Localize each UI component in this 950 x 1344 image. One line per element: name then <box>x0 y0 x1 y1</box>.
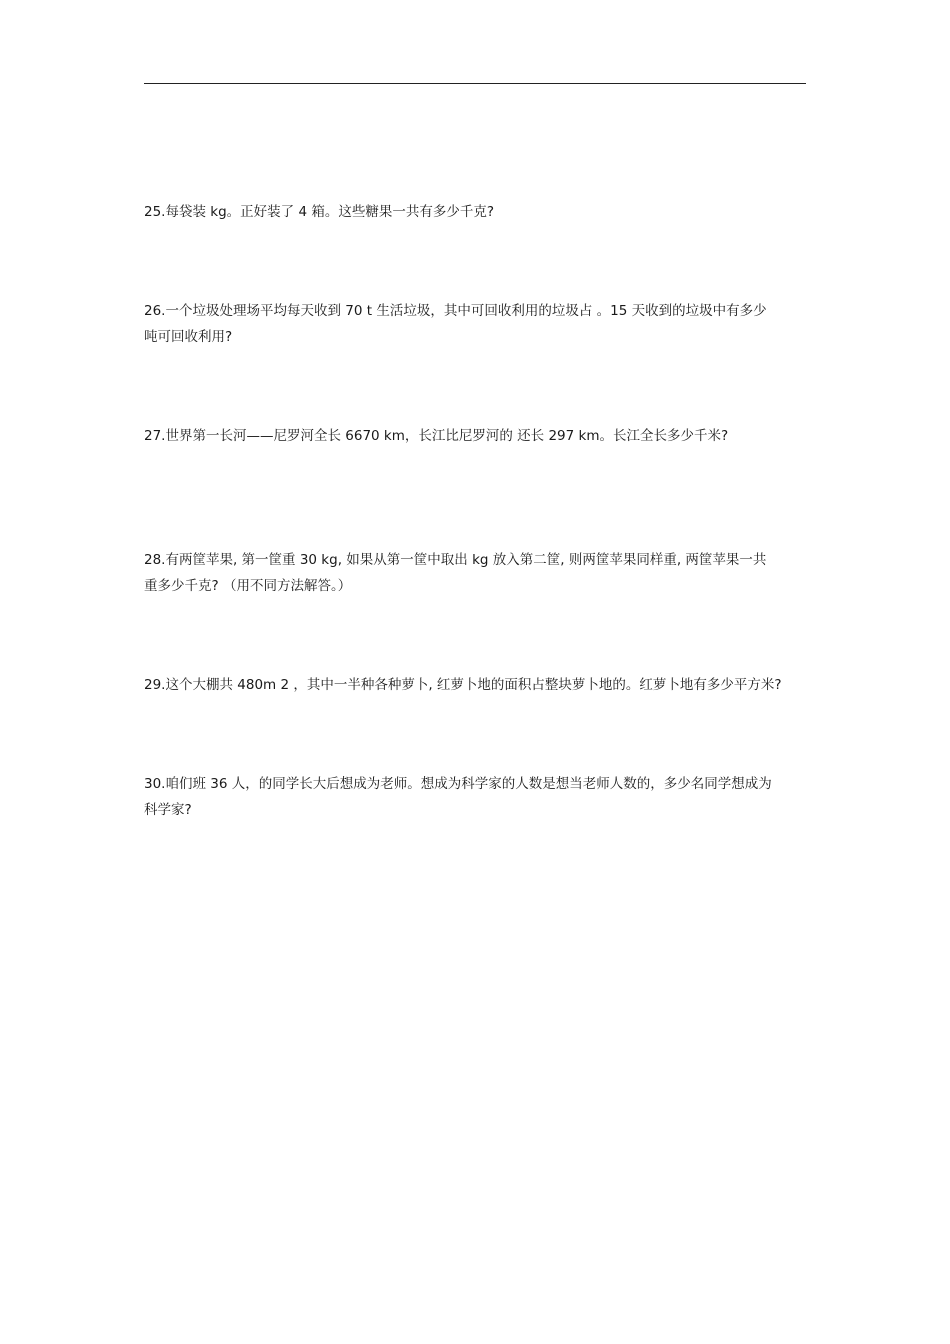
question-30-line-2: 科学家? <box>144 802 192 818</box>
question-28-line-2: 重多少千克? （用不同方法解答。） <box>144 578 352 594</box>
question-28-line-1: 28.有两筐苹果, 第一筐重 30 kg, 如果从第一筐中取出 kg 放入第二筐, 则两筐苹果同样重, 两筐苹果一共 <box>144 552 767 568</box>
question-25 <box>144 199 816 225</box>
question-28 <box>144 547 816 599</box>
question-29 <box>144 672 816 698</box>
question-30-line-1: 30.咱们班 36 人，的同学长大后想成为老师。想成为科学家的人数是想当老师人数的，多少名同学想成为 <box>144 776 772 792</box>
question-30 <box>144 771 816 823</box>
header-rule <box>144 83 806 84</box>
question-25-line-1: 25.每袋装 kg。正好装了 4 箱。这些糖果一共有多少千克? <box>144 204 494 220</box>
question-29-line-1: 29.这个大棚共 480m 2 ，其中一半种各种萝卜, 红萝卜地的面积占整块萝卜地的。红萝卜地有多少平方米? <box>144 677 782 693</box>
question-26-line-1: 26.一个垃圾处理场平均每天收到 70 t 生活垃圾，其中可回收利用的垃圾占 。15 天收到的垃圾中有多少 <box>144 303 767 319</box>
question-26-line-2: 吨可回收利用? <box>144 329 233 345</box>
question-27 <box>144 423 816 449</box>
question-27-line-1: 27.世界第一长河——尼罗河全长 6670 km，长江比尼罗河的 还长 297 km。长江全长多少千米? <box>144 428 729 444</box>
question-26 <box>144 298 816 350</box>
